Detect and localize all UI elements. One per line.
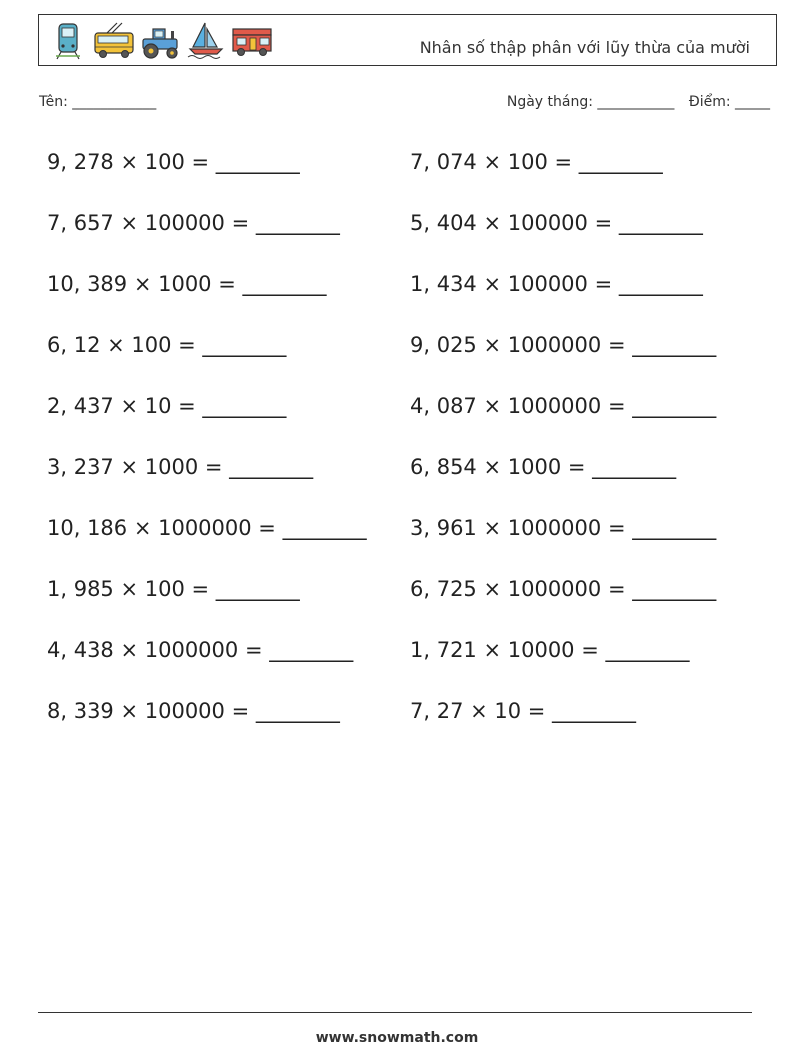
problem-item: 10, 186 × 1000000 = ________ <box>47 516 367 540</box>
tractor-icon <box>139 21 181 61</box>
tram-icon <box>47 21 89 61</box>
footer-divider <box>38 1012 752 1013</box>
problem-item: 5, 404 × 100000 = ________ <box>410 211 703 235</box>
trolleybus-icon <box>93 21 135 61</box>
problem-item: 4, 087 × 1000000 = ________ <box>410 394 717 418</box>
problem-item: 7, 657 × 100000 = ________ <box>47 211 340 235</box>
problem-item: 7, 074 × 100 = ________ <box>410 150 663 174</box>
problem-item: 7, 27 × 10 = ________ <box>410 699 637 723</box>
problem-item: 9, 025 × 1000000 = ________ <box>410 333 717 357</box>
worksheet-header <box>38 14 777 66</box>
problem-item: 2, 437 × 10 = ________ <box>47 394 287 418</box>
problem-item: 3, 237 × 1000 = ________ <box>47 455 314 479</box>
date-field: Ngày tháng: ___________ <box>506 94 675 110</box>
problem-item: 10, 389 × 1000 = ________ <box>47 272 327 296</box>
name-field: Tên: ____________ <box>39 94 157 110</box>
problem-item: 6, 12 × 100 = ________ <box>47 333 287 357</box>
footer-website[interactable]: www.snowmath.com <box>315 1030 479 1046</box>
problem-item: 6, 725 × 1000000 = ________ <box>410 577 717 601</box>
problem-item: 1, 985 × 100 = ________ <box>47 577 300 601</box>
icon-row <box>47 21 273 61</box>
problem-item: 6, 854 × 1000 = ________ <box>410 455 677 479</box>
problem-item: 1, 721 × 10000 = ________ <box>410 638 690 662</box>
score-field: Điểm: _____ <box>688 94 770 110</box>
problem-item: 8, 339 × 100000 = ________ <box>47 699 340 723</box>
problem-item: 1, 434 × 100000 = ________ <box>410 272 703 296</box>
problem-item: 3, 961 × 1000000 = ________ <box>410 516 717 540</box>
problem-item: 9, 278 × 100 = ________ <box>47 150 300 174</box>
camper-van-icon <box>231 21 273 61</box>
date-score-fields <box>507 94 770 110</box>
problem-item: 4, 438 × 1000000 = ________ <box>47 638 354 662</box>
sailboat-icon <box>185 21 227 61</box>
worksheet-title: Nhân số thập phân với lũy thừa của mười <box>419 38 750 57</box>
